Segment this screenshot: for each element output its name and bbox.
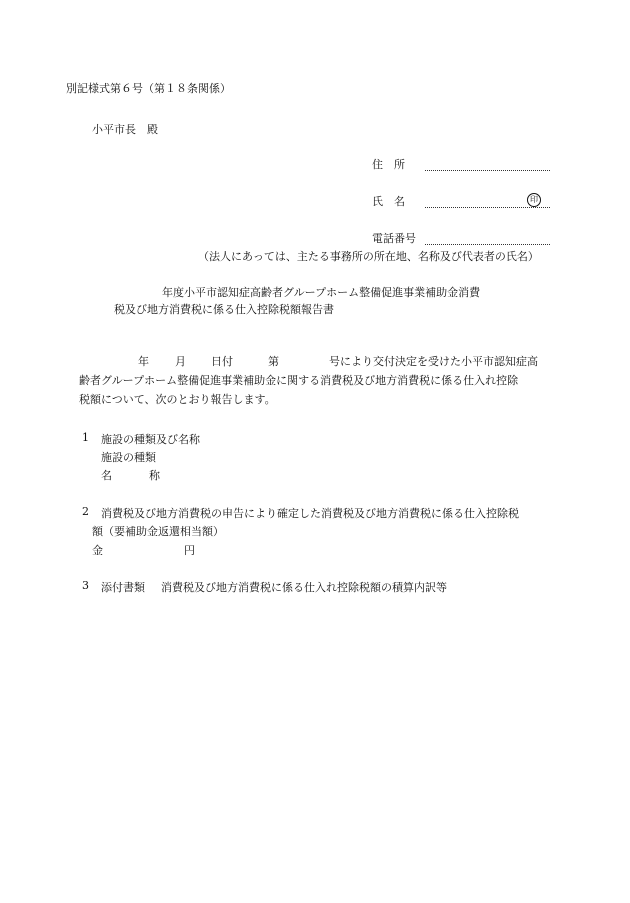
item2-line1: 消費税及び地方消費税の申告により確定した消費税及び地方消費税に係る仕入控除税 (101, 507, 519, 520)
item3-number: 3 (82, 579, 89, 592)
item2-line2: 額（要補助金返還相当額） (92, 525, 224, 538)
name-label: 氏 名 (372, 195, 405, 208)
phone-label: 電話番号 (372, 232, 416, 245)
body-year: 年 (138, 355, 149, 368)
title-line2: 税及び地方消費税に係る仕入控除税額報告書 (114, 303, 334, 316)
item1-title: 施設の種類及び名称 (101, 433, 200, 446)
body-line3: 税額について、次のとおり報告します。 (79, 393, 276, 406)
addressee: 小平市長 殿 (92, 123, 158, 136)
item1-name-label-a: 名 (101, 469, 112, 482)
form-number: 別記様式第６号（第１８条関係） (66, 82, 231, 95)
phone-line (425, 244, 550, 245)
item1-name-label-b: 称 (149, 469, 160, 482)
title-line1: 年度小平市認知症高齢者グループホーム整備促進事業補助金消費 (162, 286, 481, 299)
body-line2: 齢者グループホーム整備促進事業補助金に関する消費税及び地方消費税に係る仕入れ控除 (79, 374, 519, 387)
body-day: 日付 (211, 355, 233, 368)
item2-amount-label: 金 (92, 544, 103, 557)
seal-icon: 印 (527, 193, 541, 207)
item1-number: 1 (82, 431, 89, 444)
name-line (425, 207, 550, 208)
body-month: 月 (175, 355, 186, 368)
corporate-note: （法人にあっては、主たる事務所の所在地、名称及び代表者の氏名） (198, 250, 539, 263)
body-no-prefix: 第 (268, 355, 279, 368)
body-no-suffix: 号により交付決定を受けた小平市認知症高 (329, 355, 538, 368)
address-line (425, 170, 550, 171)
item2-yen: 円 (184, 544, 195, 557)
item3-content: 消費税及び地方消費税に係る仕入れ控除税額の積算内訳等 (161, 581, 447, 594)
address-label: 住 所 (372, 158, 405, 171)
item2-number: 2 (82, 505, 89, 518)
item1-type-label: 施設の種類 (101, 451, 156, 464)
item3-title: 添付書類 (101, 581, 145, 594)
